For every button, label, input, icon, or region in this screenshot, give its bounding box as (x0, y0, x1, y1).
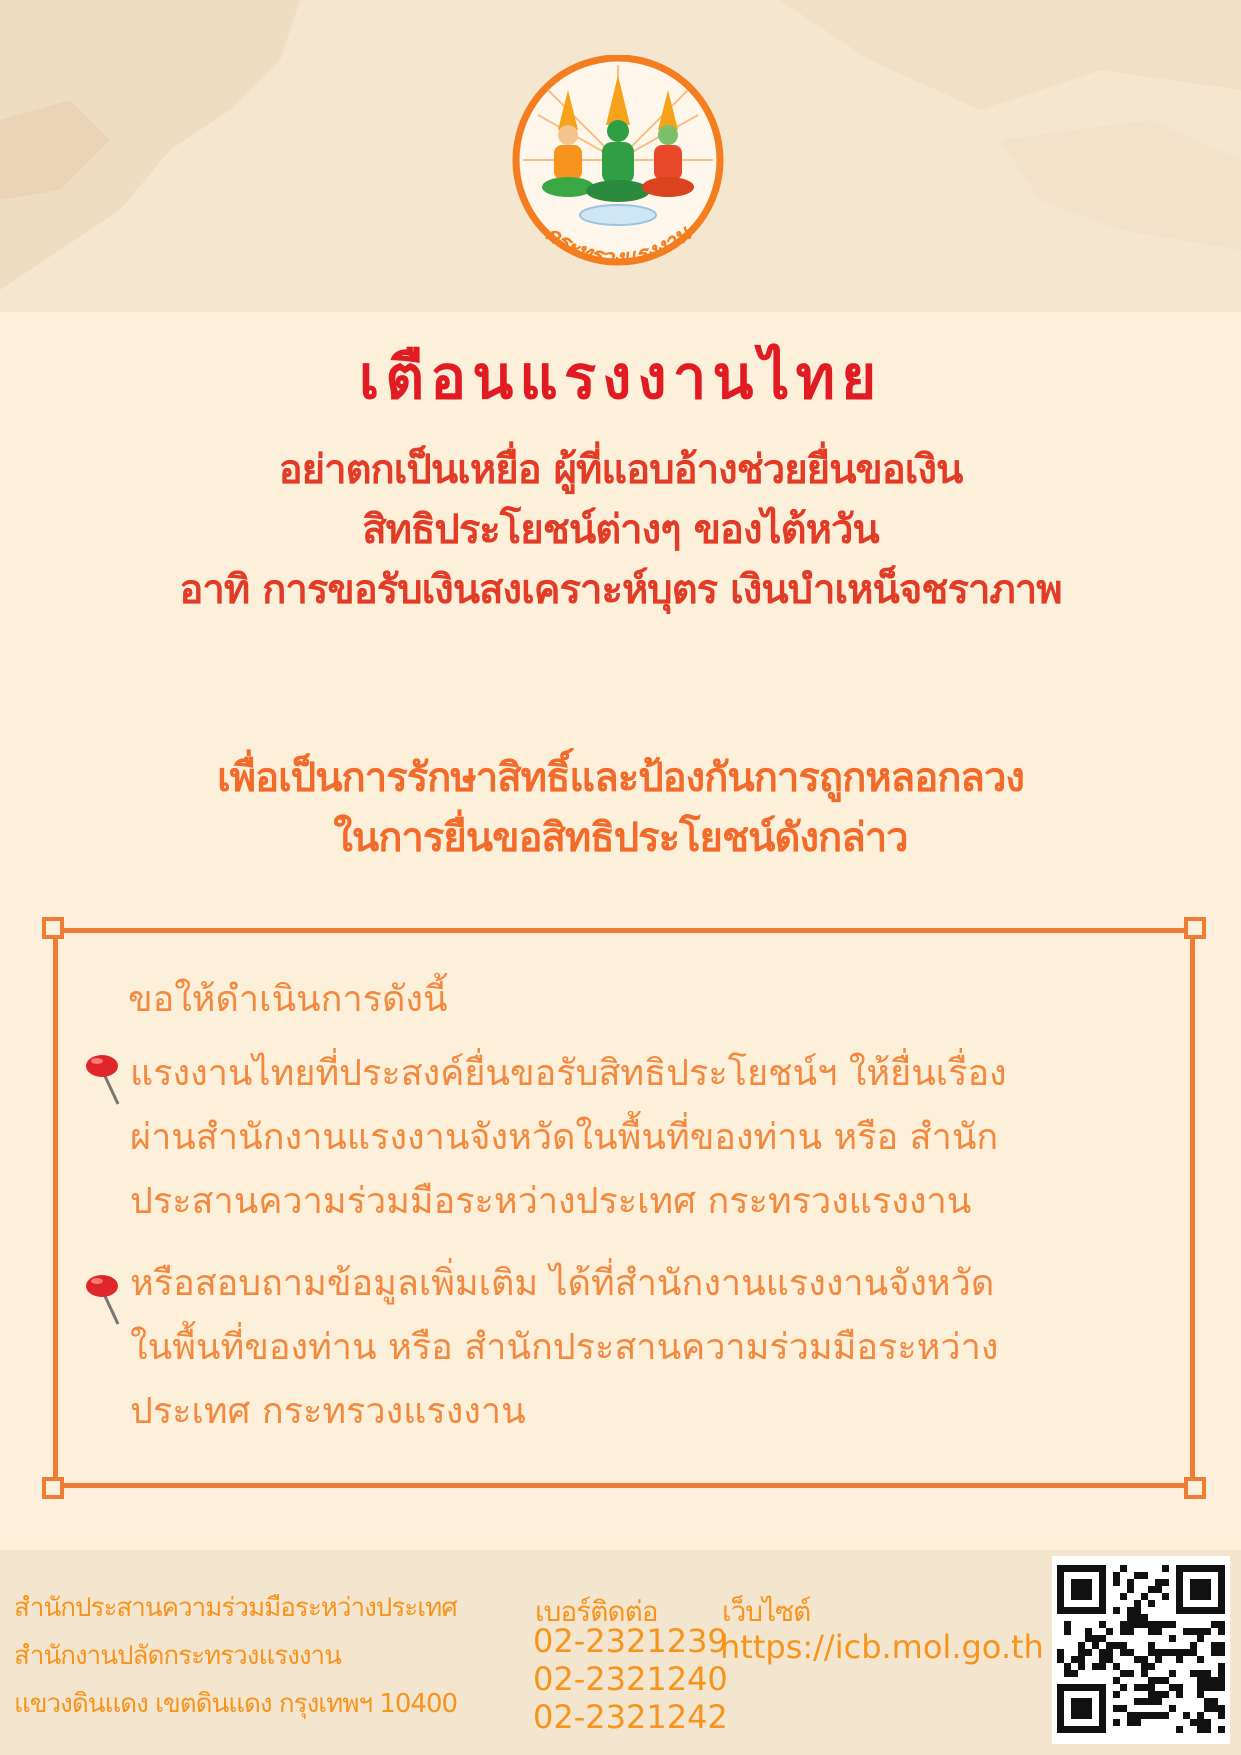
phone-label: เบอร์ติดต่อ (535, 1595, 658, 1628)
phone-number: 02-2321240 (533, 1660, 728, 1698)
footer-organization (14, 1584, 457, 1728)
frame-corner (1184, 1477, 1206, 1499)
phone-number: 02-2321239 (533, 1622, 728, 1660)
instruction-intro: ขอให้ดำเนินการดังนี้ (128, 979, 448, 1020)
subheading (0, 440, 1241, 620)
footer-org-line: สำนักประสานความร่วมมือระหว่างประเทศ (14, 1593, 457, 1623)
instruction-line: ในพื้นที่ของท่าน หรือ สำนักประสานความร่วมมือระหว่าง (130, 1327, 999, 1368)
website-url: https://icb.mol.go.th (720, 1628, 1044, 1666)
instruction-item (130, 1042, 1140, 1234)
subheading-line: อย่าตกเป็นเหยื่อ ผู้ที่แอบอ้างช่วยยื่นขอเงิน (278, 447, 963, 493)
ministry-seal-icon (508, 55, 728, 285)
website-label: เว็บไซต์ (722, 1595, 811, 1628)
pushpin-icon (82, 1268, 126, 1328)
instruction-line: ผ่านสำนักงานแรงงานจังหวัดในพื้นที่ของท่าน หรือ สำนัก (130, 1117, 999, 1158)
frame-corner (42, 1477, 64, 1499)
pushpin-icon (82, 1048, 126, 1108)
top-banner (0, 0, 1241, 312)
frame-corner (1184, 917, 1206, 939)
instruction-line: ประสานความร่วมมือระหว่างประเทศ กระทรวงแรงงาน (130, 1181, 972, 1222)
footer-org-line: สำนักงานปลัดกระทรวงแรงงาน (14, 1641, 341, 1671)
purpose-line: ในการยื่นขอสิทธิประโยชน์ดังกล่าว (333, 815, 908, 861)
phone-number: 02-2321242 (533, 1698, 728, 1736)
instruction-item (130, 1252, 1140, 1444)
purpose-text (0, 748, 1241, 868)
qr-code-icon (1052, 1556, 1230, 1744)
phone-list (533, 1622, 728, 1736)
instruction-line: แรงงานไทยที่ประสงค์ยื่นขอรับสิทธิประโยชน์ฯ ให้ยื่นเรื่อง (130, 1053, 1007, 1094)
subheading-line: อาทิ การขอรับเงินสงเคราะห์บุตร เงินบำเหน็จชราภาพ (179, 567, 1062, 613)
frame-corner (42, 917, 64, 939)
footer-org-line: แขวงดินแดง เขตดินแดง กรุงเทพฯ 10400 (14, 1689, 458, 1719)
subheading-line: สิทธิประโยชน์ต่างๆ ของไต้หวัน (362, 507, 879, 553)
instruction-line: หรือสอบถามข้อมูลเพิ่มเติม ได้ที่สำนักงานแรงงานจังหวัด (130, 1263, 995, 1304)
logo-text: กระทรวงแรงงาน (540, 221, 696, 272)
purpose-line: เพื่อเป็นการรักษาสิทธิ์และป้องกันการถูกหลอกลวง (217, 755, 1024, 801)
headline: เตือนแรงงานไทย (358, 343, 883, 413)
instruction-line: ประเทศ กระทรวงแรงงาน (130, 1391, 526, 1432)
